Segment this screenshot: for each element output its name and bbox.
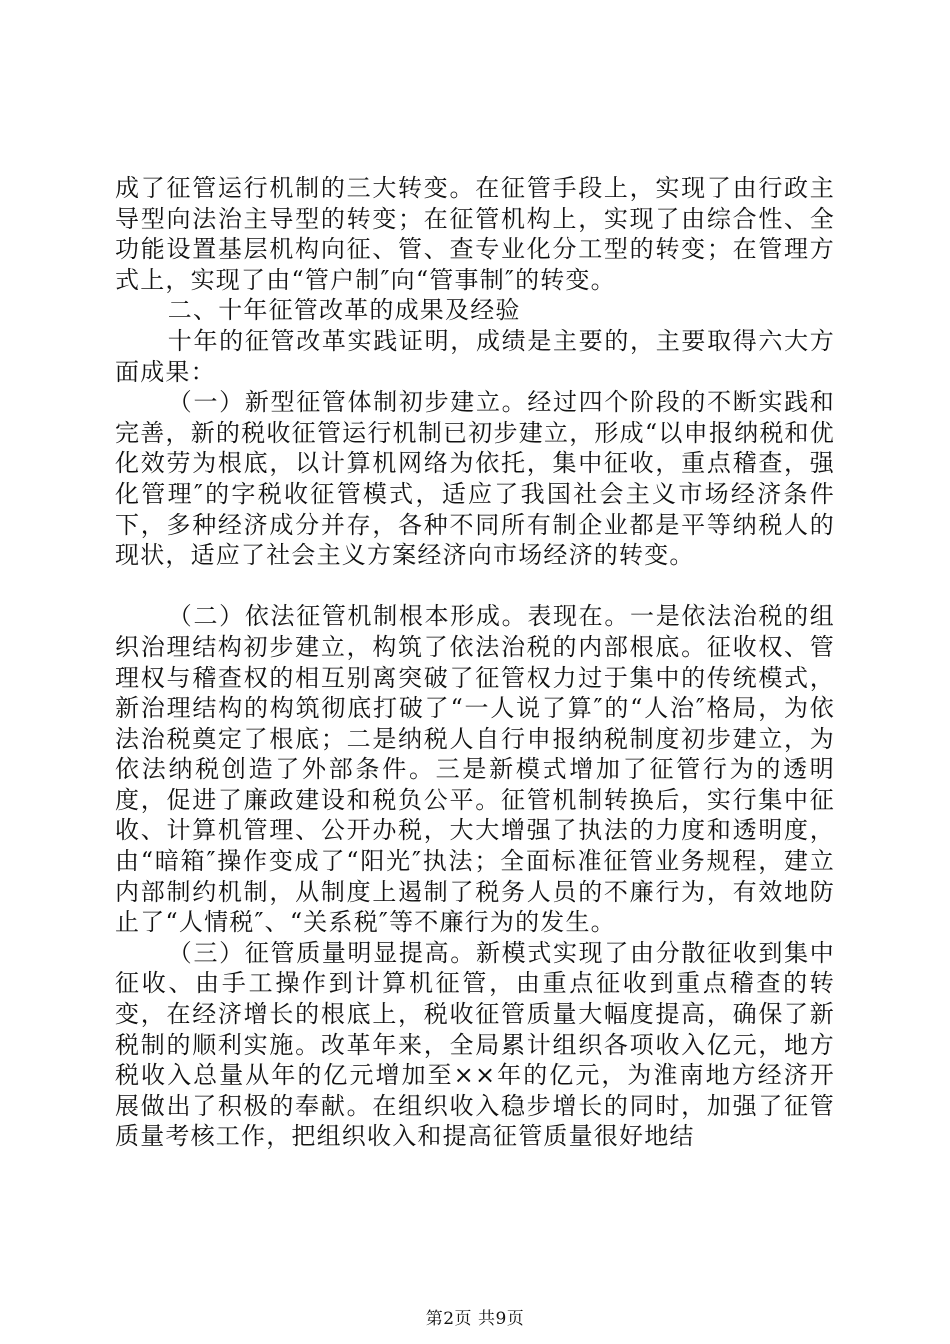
section-heading: 二、十年征管改革的成果及经验 [167,296,521,325]
paragraph-item-1: （一）新型征管体制初步建立。经过四个阶段的不断实践和完善，新的税收征管运行机制已初步建立，形成“以申报纳税和优化效劳为根底，以计算机网络为依托，集中征收，重点稽查，强化管理″的字税收征管模式，适应了我国社会主义市场经济条件下，多种经济成分并存，各种不同所有制企业都是平等纳税人的现状，适应了社会主义方案经济向市场经济的转变。 [115,388,835,570]
document-body [115,173,835,1152]
page-number-footer: 第2页 共9页 [425,1309,525,1329]
paragraph-continuation: 成了征管运行机制的三大转变。在征管手段上，实现了由行政主导型向法治主导型的转变；在征管机构上，实现了由综合性、全功能设置基层机构向征、管、查专业化分工型的转变；在管理方式上，实现了由“管户制″向“管事制″的转变。 [115,174,835,294]
paragraph-item-3: （三）征管质量明显提高。新模式实现了由分散征收到集中征收、由手工操作到计算机征管，由重点征收到重点稽查的转变，在经济增长的根底上，税收征管质量大幅度提高，确保了新税制的顺利实施。改革年来，全局累计组织各项收入亿元，地方税收入总量从年的亿元增加至××年的亿元，为淮南地方经济开展做出了积极的奉献。在组织收入稳步增长的同时，加强了征管质量考核工作，把组织收入和提高征管质量很好地结 [115,938,835,1151]
paragraph-item-2: （二）依法征管机制根本形成。表现在。一是依法治税的组织治理结构初步建立，构筑了依法治税的内部根底。征收权、管理权与稽查权的相互别离突破了征管权力过于集中的传统模式，新治理结构的构筑彻底打破了“一人说了算″的“人治″格局，为依法治税奠定了根底；二是纳税人自行申报纳税制度初步建立，为依法纳税创造了外部条件。三是新模式增加了征管行为的透明度，促进了廉政建设和税负公平。征管机制转换后，实行集中征收、计算机管理、公开办税，大大增强了执法的力度和透明度，由“暗箱″操作变成了“阳光″执法；全面标准征管业务规程，建立内部制约机制，从制度上遏制了税务人员的不廉行为，有效地防止了“人情税″、“关系税″等不廉行为的发生。 [115,602,835,937]
paragraph-intro: 十年的征管改革实践证明，成绩是主要的，主要取得六大方面成果： [115,326,835,386]
